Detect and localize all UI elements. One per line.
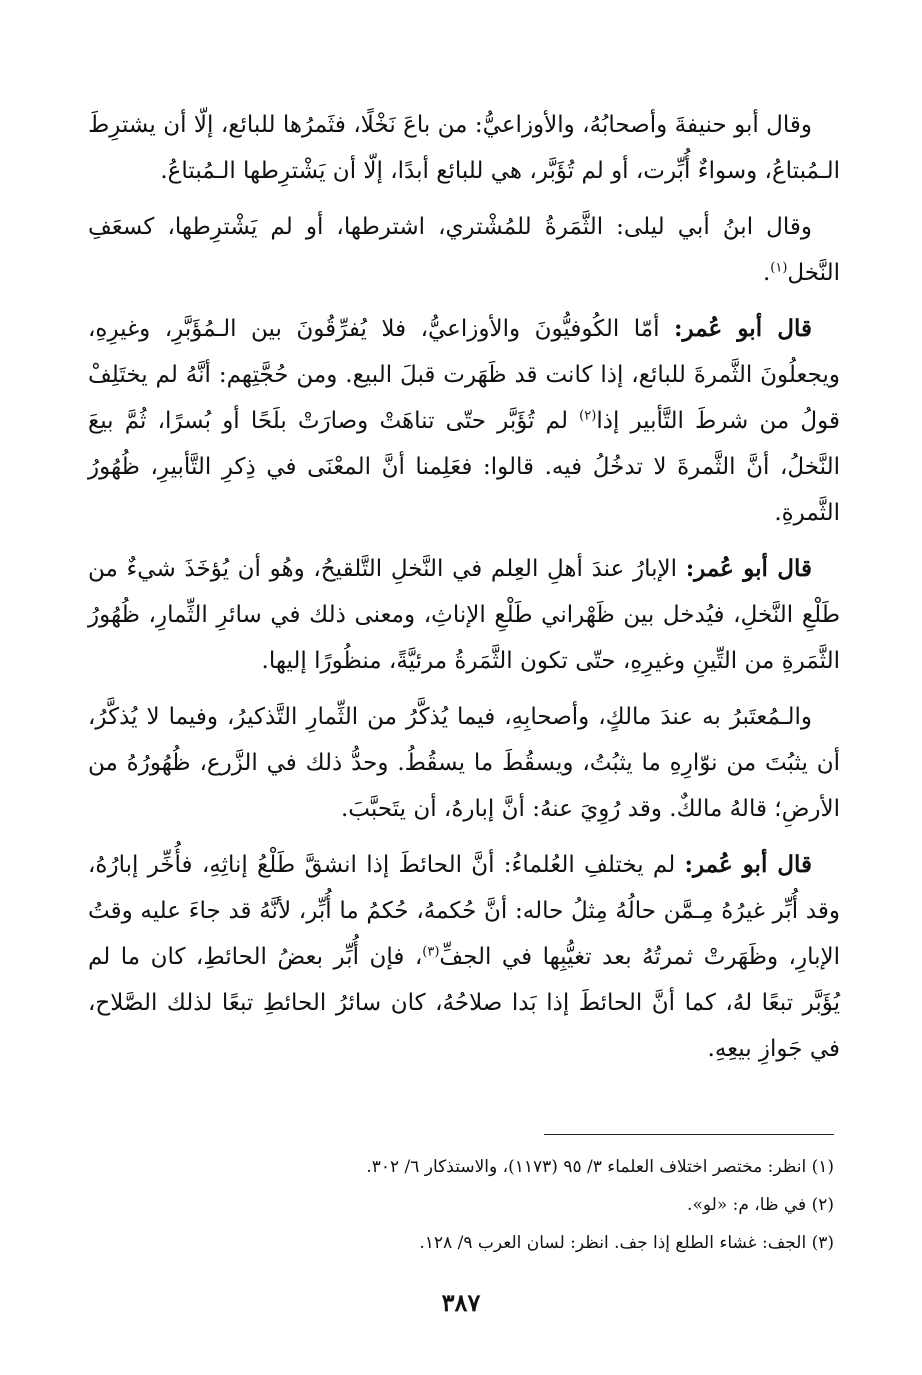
footnote-ref-2: (٢) (579, 408, 597, 424)
paragraph-text: وقال ابنُ أبي ليلى: الثَّمَرةُ للمُشْتري، اشترطها، أو لم يَشْترِطها، كسعَفِ النَّخل (88, 214, 840, 286)
paragraph-text: والـمُعتَبرُ به عندَ مالكٍ، وأصحابِهِ، فيما يُذكَّرُ من الثِّمارِ التَّذكيرُ، وفيما لا يُذكَّرُ، أن يثبُتَ من نوّارِهِ ما يثبُتُ، ويسقُطَ ما يسقُطُ. وحدُّ ذلك في الزَّرع، ظُهُورُهُ من الأرضِ؛ قالهُ مالكٌ. وقد رُوِيَ عنهُ: أنَّ إبارهُ، أن يتَحبَّبَ. (88, 704, 840, 822)
footnotes (82, 1148, 834, 1262)
main-text (88, 102, 840, 1082)
footnote-3: (٣) الجف: غشاء الطلع إذا جف. انظر: لسان العرب ٩/ ١٢٨. (419, 1233, 834, 1253)
page-number: ٣٨٧ (441, 1288, 481, 1317)
footnote-separator (544, 1134, 834, 1135)
paragraph-text: لم يختلفِ العُلماءُ: أنَّ الحائطَ إذا انشقَّ طَلْعُ إناثِهِ، فأُخِّر إبارُهُ، وقد أُبِّر غيرُهُ مِـمَّن حالُهُ مِثلُ حاله: أنَّ حُكمهُ، حُكمُ ما أُبِّر، لأنَّهُ قد جاءَ عليه وقتُ الإبارِ، وظَهَرتْ ثمرتُهُ بعد تغيُّبِها في الجفِّ (88, 852, 840, 970)
paragraph-text: أمّا الكُوفيُّونَ والأوزاعيُّ، فلا يُفرِّقُونَ بين الـمُؤَبَّرِ، وغيرِهِ، ويجعلُونَ الثَّمرةَ للبائع، إذا كانت قد ظَهَرت قبلَ البيع. ومن حُجَّتِهم: أنَّهُ لم يختَلِفْ قولُ من شرطَ التَّأبير إذا (88, 316, 840, 434)
paragraph-3 (88, 306, 840, 536)
paragraph-tail: . (762, 260, 771, 286)
paragraph-6 (88, 842, 840, 1072)
footnote-1: (١) انظر: مختصر اختلاف العلماء ٣/ ٩٥ (١١٧٣)، والاستذكار ٦/ ٣٠٢. (366, 1157, 834, 1177)
paragraph-text: الإبارُ عندَ أهلِ العِلم في النَّخلِ التَّلقيحُ، وهُو أن يُؤخَذَ شيءٌ من طَلْعِ النَّخلِ، فيُدخل بين ظَهْراني طَلْعِ الإناثِ، ومعنى ذلك في سائرِ الثِّمارِ، ظُهُورُ الثَّمَرةِ من التِّينِ وغيرِهِ، حتّى تكون الثَّمَرةُ مرئيَّةً، منظُورًا إليها. (88, 556, 840, 674)
paragraph-tail: لم تُؤَبَّر حتّى تناهَتْ وصارَتْ بلَحًا أو بُسرًا، ثُمَّ بيعَ النَّخلُ، أنَّ الثَّمرةَ لا تدخُلُ فيه. قالوا: فعَلِمنا أنَّ المعْنَى في ذِكرِ التَّأبيرِ، ظُهُورُ الثَّمرةِ. (88, 408, 840, 526)
speaker-label: قال أبو عُمر: (685, 555, 812, 582)
footnote-ref-3: (٣) (422, 944, 440, 960)
paragraph-1 (88, 102, 840, 194)
paragraph-2 (88, 204, 840, 296)
paragraph-tail: ، فإن أُبِّر بعضُ الحائطِ، كان ما لم يُؤَبَّر تبعًا لهُ، كما أنَّ الحائطَ إذا بَدا صلاحُهُ، كان سائرُ الحائطِ تبعًا لذلك الصَّلاح، في جَوازِ بيعِهِ. (88, 944, 840, 1062)
speaker-label: قال أبو عُمر: (684, 851, 813, 878)
footnote-2: (٢) في ظا، م: «لو». (687, 1195, 834, 1215)
paragraph-text: وقال أبو حنيفةَ وأصحابُهُ، والأوزاعيُّ: من باعَ نَخْلًا، فثَمرُها للبائع، إلّا أن يشترِطَ الـمُبتاعُ، وسواءٌ أُبِّرت، أو لم تُؤَبَّر، هي للبائع أبدًا، إلّا أن يَشْترِطها الـمُبتاعُ. (88, 112, 840, 184)
footnote-ref-1: (١) (770, 260, 788, 276)
paragraph-5 (88, 694, 840, 832)
paragraph-4 (88, 546, 840, 684)
speaker-label: قال أبو عُمر: (674, 315, 812, 342)
